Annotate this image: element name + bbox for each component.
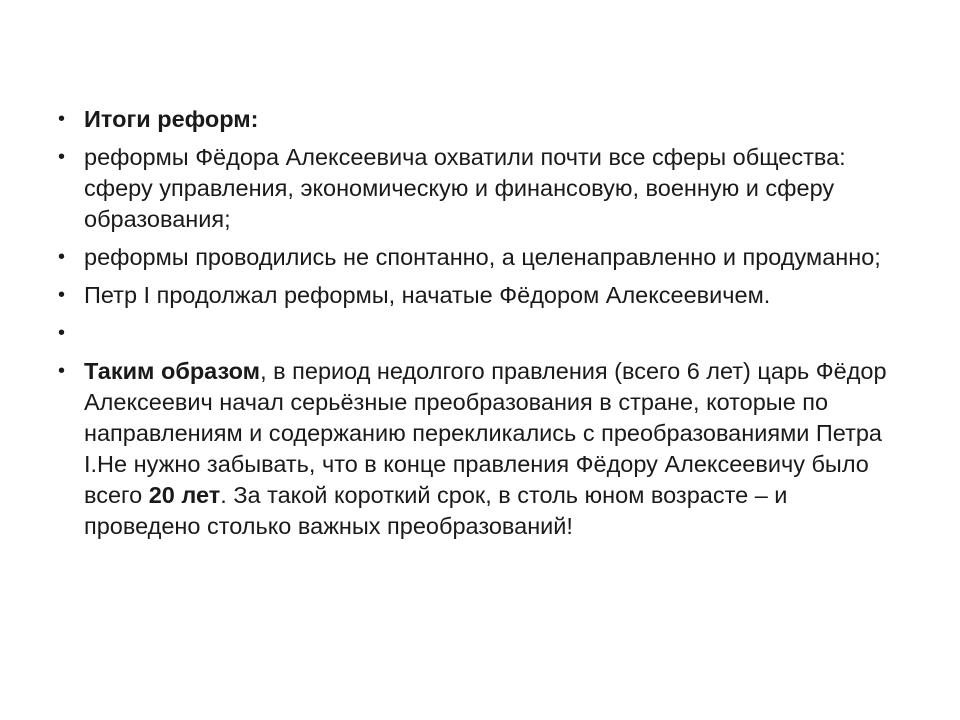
bullet-reform-scope xyxy=(58,142,904,235)
peter-continuation-text: Петр I продолжал реформы, начатые Фёдором Алексеевичем. xyxy=(84,282,771,308)
bullet-empty xyxy=(58,318,904,349)
bullet-results-heading xyxy=(58,104,904,135)
conclusion-text-part1: , в период недолгого правления (всего 6 лет) царь Фёдор Алексеевич начал серьёзные преобразования в стране, которые по направлениям и содержанию перекликались с преобразованиями Петра I.Не нужно забывать, что в конце правления Фёдору Алексеевичу было всего xyxy=(84,358,887,508)
results-heading: Итоги реформ: xyxy=(84,106,259,132)
reform-purpose-text: реформы проводились не спонтанно, а целенаправленно и продуманно; xyxy=(84,244,881,270)
bullet-conclusion xyxy=(58,356,904,542)
bullet-list xyxy=(58,104,904,549)
bullet-peter-continuation xyxy=(58,280,904,311)
bullet-reform-purpose xyxy=(58,242,904,273)
reform-scope-text: реформы Фёдора Алексеевича охватили почти все сферы общества: сферу управления, экономическую и финансовую, военную и сферу образования; xyxy=(84,144,846,232)
conclusion-text-part2: . За такой короткий срок, в столь юном возрасте – и проведено столько важных преобразований! xyxy=(84,482,788,539)
conclusion-age-emphasis: 20 лет xyxy=(148,482,221,508)
conclusion-lead: Таким образом xyxy=(84,358,261,384)
